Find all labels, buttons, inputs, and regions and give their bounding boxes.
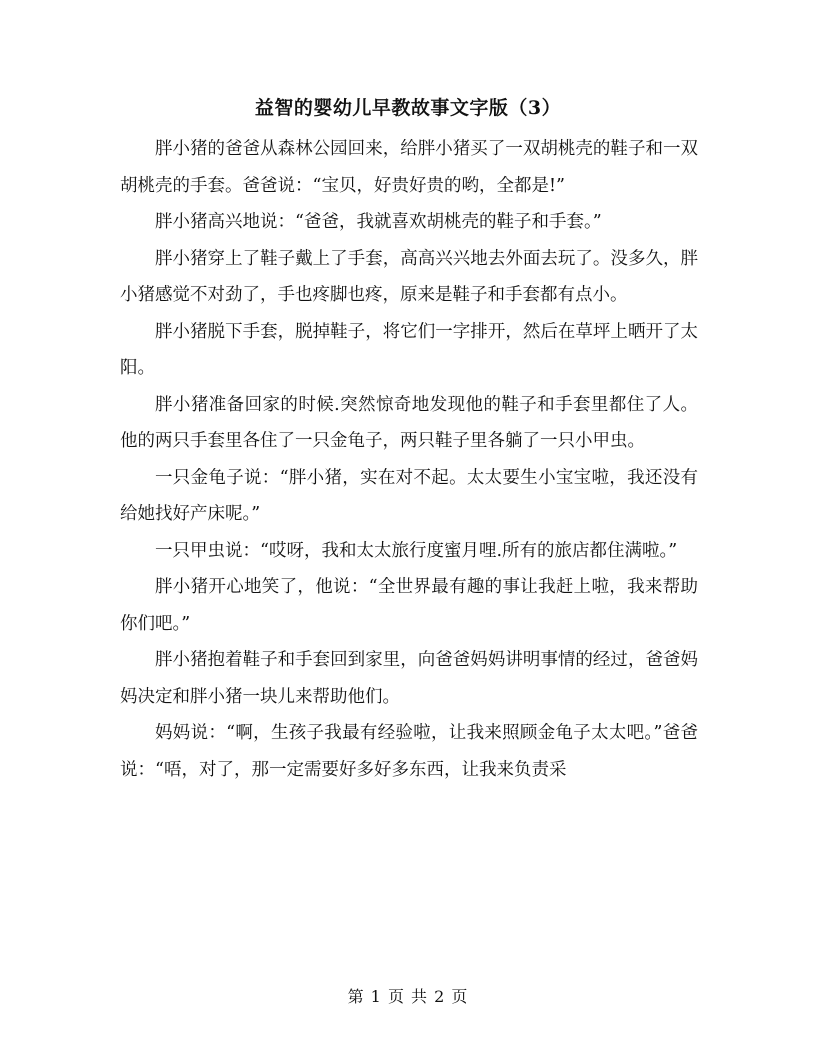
document-title: 益智的婴幼儿早教故事文字版（3） bbox=[254, 97, 562, 119]
paragraph-5: 胖小猪准备回家的时候.突然惊奇地发现他的鞋子和手套里都住了人。他的两只手套里各住了一只金龟子，两只鞋子里各躺了一只小甲虫。 bbox=[120, 394, 698, 451]
paragraph-1: 胖小猪的爸爸从森林公园回来，给胖小猪买了一双胡桃壳的鞋子和一双胡桃壳的手套。爸爸说：“宝贝，好贵好贵的哟，全都是!” bbox=[120, 139, 698, 196]
paragraph-6: 一只金龟子说：“胖小猪，实在对不起。太太要生小宝宝啦，我还没有给她找好产床呢。” bbox=[120, 467, 698, 524]
paragraph-10: 妈妈说：“啊，生孩子我最有经验啦，让我来照顾金龟子太太吧。”爸爸说：“唔，对了，那一定需要好多好多东西，让我来负责采 bbox=[120, 723, 698, 780]
paragraph-9: 胖小猪抱着鞋子和手套回到家里，向爸爸妈妈讲明事情的经过，爸爸妈妈决定和胖小猪一块儿来帮助他们。 bbox=[120, 650, 698, 707]
paragraph-8: 胖小猪开心地笑了，他说：“全世界最有趣的事让我赶上啦，我来帮助你们吧。” bbox=[120, 577, 698, 634]
page-number-footer: 第 1 页 共 2 页 bbox=[347, 987, 469, 1006]
paragraph-4: 胖小猪脱下手套，脱掉鞋子，将它们一字排开，然后在草坪上晒开了太阳。 bbox=[120, 321, 698, 378]
document-body bbox=[120, 131, 698, 788]
paragraph-3: 胖小猪穿上了鞋子戴上了手套，高高兴兴地去外面去玩了。没多久，胖小猪感觉不对劲了，手也疼脚也疼，原来是鞋子和手套都有点小。 bbox=[120, 248, 698, 305]
paragraph-2: 胖小猪高兴地说：“爸爸，我就喜欢胡桃壳的鞋子和手套。” bbox=[155, 212, 602, 232]
paragraph-7: 一只甲虫说：“哎呀，我和太太旅行度蜜月哩.所有的旅店都住满啦。” bbox=[155, 540, 678, 561]
